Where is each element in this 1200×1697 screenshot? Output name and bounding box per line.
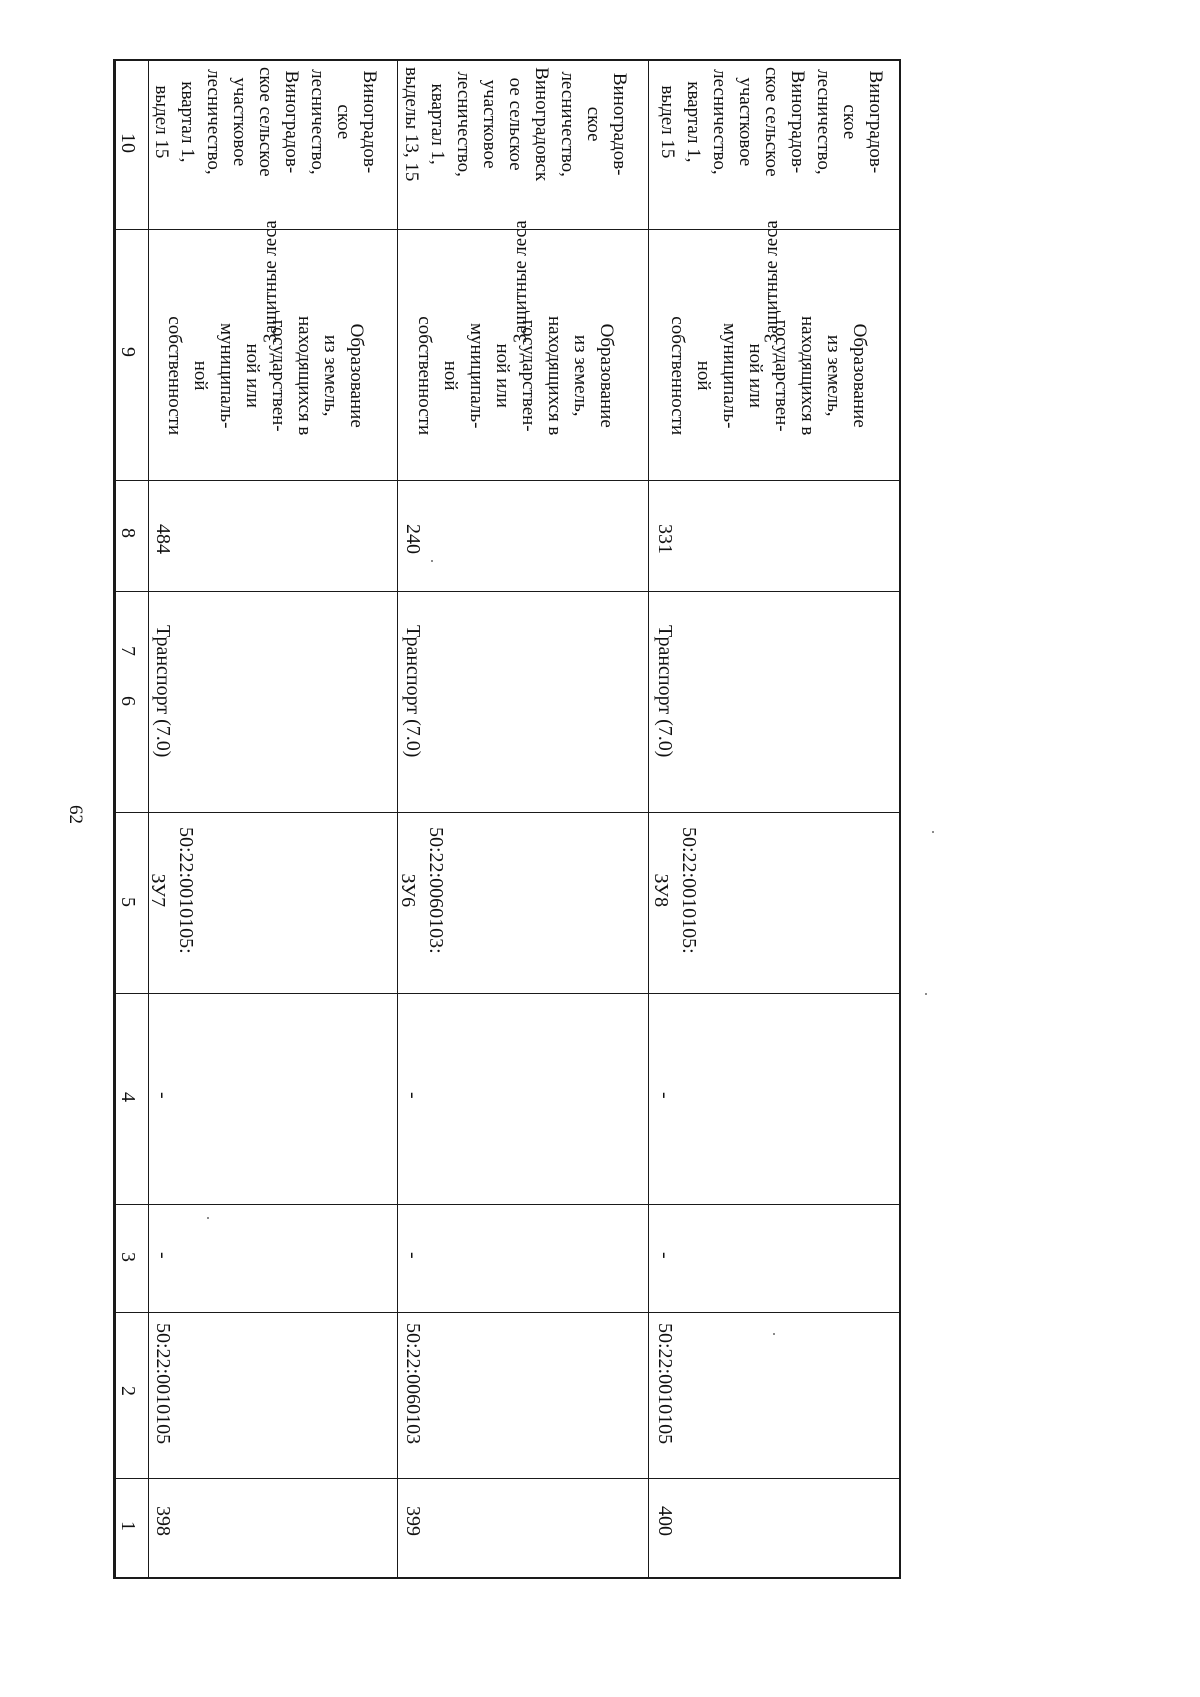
cell-land-use: Транспорт (7.0) bbox=[402, 625, 424, 758]
column-header-8: 8 bbox=[117, 528, 139, 538]
cell-formation: Образование из земель, находящихся в государствен- ной или муниципаль- ной собственности bbox=[667, 316, 870, 436]
column-header-6: 6 bbox=[117, 696, 139, 706]
cell-quarter-number: 50:22:0060103 bbox=[402, 1323, 424, 1445]
cell-col4: - bbox=[152, 1092, 174, 1099]
cell-quarter-number: 50:22:0010105 bbox=[654, 1323, 676, 1445]
cell-row-number: 400 bbox=[654, 1506, 676, 1536]
scan-speck bbox=[925, 993, 927, 995]
column-header-1: 1 bbox=[117, 1521, 139, 1531]
column-header-3: 3 bbox=[117, 1252, 139, 1262]
cell-area: 331 bbox=[654, 524, 676, 554]
cell-col4: - bbox=[654, 1092, 676, 1099]
cell-forest-category: Защитные леса bbox=[260, 220, 281, 343]
cell-forest-category: Защитные леса bbox=[761, 220, 782, 343]
column-header-2: 2 bbox=[117, 1386, 139, 1396]
cell-col3: - bbox=[654, 1252, 676, 1259]
cell-location: Виноградов- ское лесничество, Виноградов- ское сельское участковое лесничество, квартал 1, выдел 15 bbox=[657, 67, 886, 177]
cell-area: 484 bbox=[152, 524, 174, 554]
cell-formation: Образование из земель, находящихся в государствен- ной или муниципаль- ной собственности bbox=[164, 316, 367, 436]
scan-speck bbox=[207, 1217, 209, 1219]
page-number: 62 bbox=[65, 805, 86, 824]
cell-land-use: Транспорт (7.0) bbox=[654, 625, 676, 758]
cell-col3: - bbox=[402, 1252, 424, 1259]
cell-row-number: 398 bbox=[152, 1506, 174, 1536]
cell-cadastral-number: 50:22:0010105: ЗУ8 bbox=[650, 827, 700, 954]
cell-formation: Образование из земель, находящихся в государствен- ной или муниципаль- ной собственности bbox=[414, 316, 617, 436]
cell-cadastral-number: 50:22:0010105: ЗУ7 bbox=[147, 827, 197, 954]
scan-speck bbox=[932, 831, 934, 833]
cell-cadastral-number: 50:22:0060103: ЗУ6 bbox=[397, 827, 447, 954]
column-header-9: 9 bbox=[117, 347, 139, 357]
column-header-5: 5 bbox=[117, 897, 139, 907]
column-header-7: 7 bbox=[117, 646, 139, 656]
cell-location: Виноградов- ское лесничество, Виноградов- ское сельское участковое лесничество, квартал 1, выдел 15 bbox=[151, 67, 380, 177]
cell-row-number: 399 bbox=[402, 1506, 424, 1536]
column-header-4: 4 bbox=[117, 1092, 139, 1102]
cell-col4: - bbox=[402, 1092, 424, 1099]
cell-location: Виноградов- ское лесничество, Виноградовск ое сельское участковое лесничество, квартал 1, выделы 13, 15 bbox=[401, 67, 630, 182]
cell-col3: - bbox=[152, 1252, 174, 1259]
cell-quarter-number: 50:22:0010105 bbox=[152, 1323, 174, 1445]
cell-forest-category: Защитные леса bbox=[510, 220, 531, 343]
scan-speck bbox=[773, 1333, 775, 1335]
scan-speck bbox=[431, 560, 433, 562]
column-header-10: 10 bbox=[117, 133, 139, 153]
cell-area: 240 bbox=[402, 524, 424, 554]
cell-land-use: Транспорт (7.0) bbox=[152, 625, 174, 758]
